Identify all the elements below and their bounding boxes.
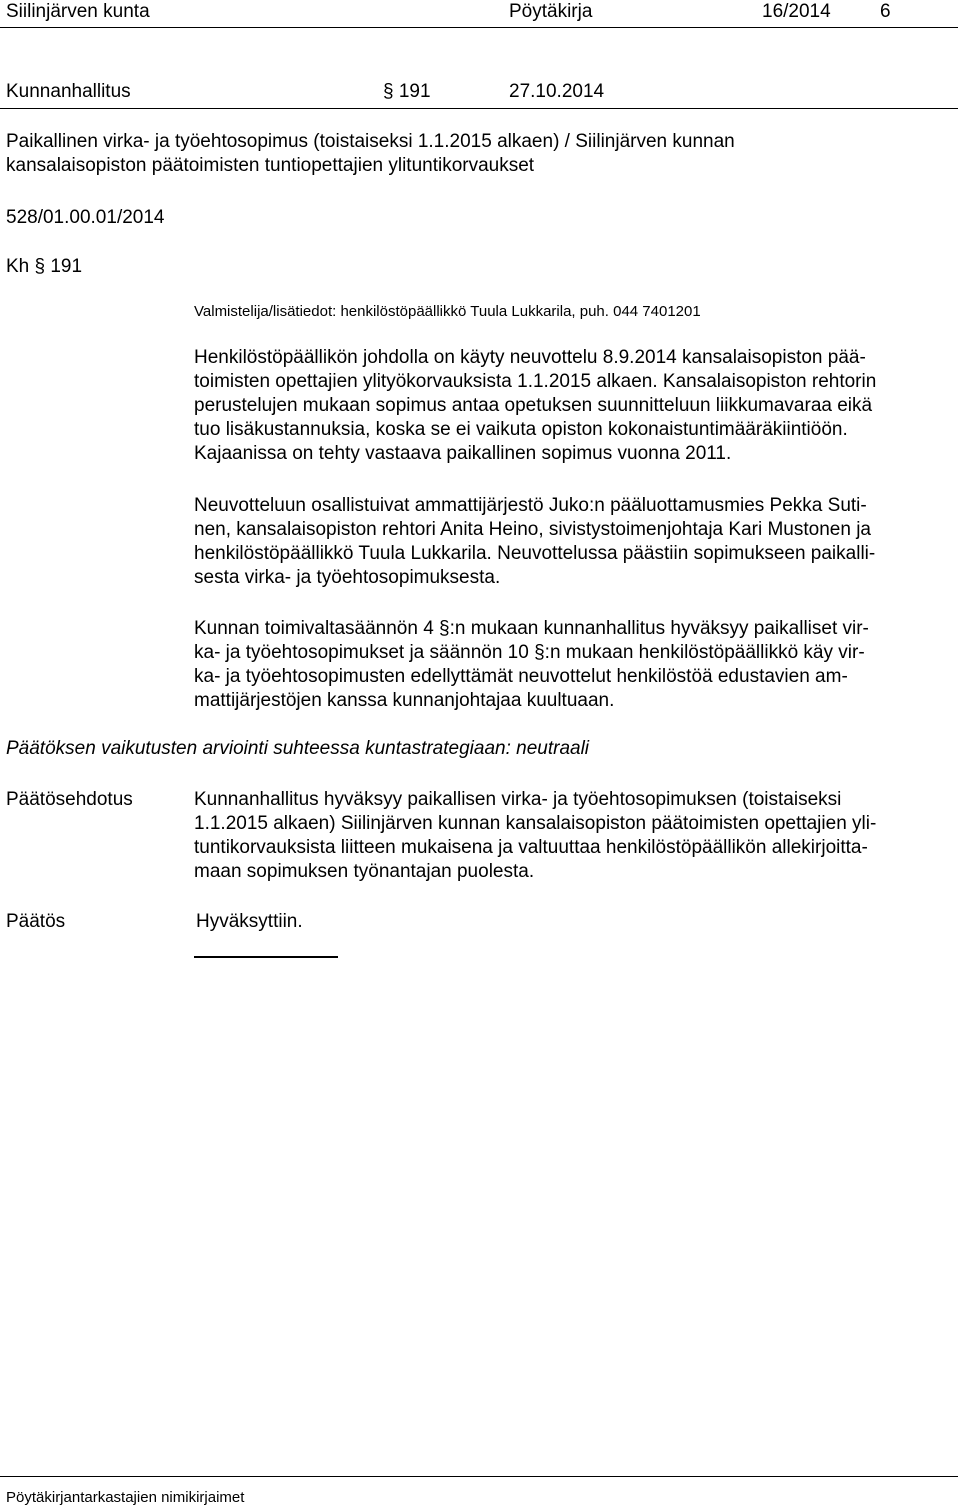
paragraph-1 (194, 346, 956, 466)
text-line: Kunnanhallitus hyväksyy paikallisen virka- ja työehtosopimuksen (toistaiseksi (194, 789, 842, 810)
impact-assessment: Päätöksen vaikutusten arviointi suhteessa kuntastrategiaan: neutraali (6, 738, 590, 759)
page-number: 6 (880, 1, 891, 22)
text-line: toimisten opettajien ylityökorvauksista 1.1.2015 alkaen. Kansalaisopiston rehtorin (194, 371, 877, 392)
footer-divider (0, 1476, 958, 1477)
text-line: nen, kansalaisopiston rehtori Anita Heino, sivistystoimenjohtaja Kari Mustonen ja (194, 519, 871, 540)
title-line-2: kansalaisopiston päätoimisten tuntiopettajien ylituntikorvaukset (6, 155, 535, 176)
decision-text: Hyväksyttiin. (196, 911, 303, 932)
text-line: ka- ja työehtosopimukset ja säännön 10 §:n mukaan henkilöstöpäällikkö käy vir- (194, 642, 865, 663)
decision-underline (194, 956, 338, 958)
text-line: Neuvotteluun osallistuivat ammattijärjestö Juko:n pääluottamusmies Pekka Suti- (194, 495, 867, 516)
decision-label: Päätös (6, 911, 66, 932)
paragraph-3 (194, 617, 956, 713)
meeting-date: 27.10.2014 (509, 81, 605, 102)
text-line: Henkilöstöpäällikön johdolla on käyty neuvottelu 8.9.2014 kansalaisopiston pää- (194, 347, 866, 368)
text-line: tuo lisäkustannuksia, koska se ei vaikuta opiston kokonaistuntimääräkiintiöön. (194, 419, 848, 440)
paragraph-2 (194, 494, 956, 590)
text-line: Kunnan toimivaltasäännön 4 §:n mukaan kunnanhallitus hyväksyy paikalliset vir- (194, 618, 869, 639)
preparer-info: Valmistelija/lisätiedot: henkilöstöpäällikkö Tuula Lukkarila, puh. 044 7401201 (194, 303, 701, 320)
text-line: Kajaanissa on tehty vastaava paikallinen sopimus vuonna 2011. (194, 443, 732, 464)
text-line: tuntikorvauksista liitteen mukaisena ja valtuuttaa henkilöstöpäällikön allekirjoitta- (194, 837, 868, 858)
municipality-name: Siilinjärven kunta (6, 1, 150, 22)
text-line: henkilöstöpäällikkö Tuula Lukkarila. Neuvottelussa päästiin sopimukseen paikalli- (194, 543, 876, 564)
archive-code: 528/01.00.01/2014 (6, 207, 165, 228)
kh-reference: Kh § 191 (6, 256, 83, 277)
text-line: perustelujen mukaan sopimus antaa opetuksen suunnitteluun liikkumavaraa eikä (194, 395, 873, 416)
text-line: mattijärjestöjen kanssa kunnanjohtajaa kuultuaan. (194, 690, 615, 711)
text-line: maan sopimuksen työnantajan puolesta. (194, 861, 535, 882)
header-divider (0, 27, 958, 28)
text-line: ka- ja työehtosopimusten edellyttämät neuvottelut henkilöstöä edustavien am- (194, 666, 848, 687)
text-line: sesta virka- ja työehtosopimuksesta. (194, 567, 501, 588)
meeting-body: Kunnanhallitus (6, 81, 131, 102)
proposal-label: Päätösehdotus (6, 789, 133, 810)
document-number: 16/2014 (762, 1, 831, 22)
title-line-1: Paikallinen virka- ja työehtosopimus (toistaiseksi 1.1.2015 alkaen) / Siilinjärven kunnan (6, 131, 735, 152)
section-number: § 191 (383, 81, 431, 102)
text-line: 1.1.2015 alkaen) Siilinjärven kunnan kansalaisopiston päätoimisten opettajien yli- (194, 813, 877, 834)
document-type: Pöytäkirja (509, 1, 593, 22)
proposal-text (194, 788, 956, 884)
footer-initials-label: Pöytäkirjantarkastajien nimikirjaimet (6, 1489, 245, 1506)
meeting-divider (0, 108, 958, 109)
